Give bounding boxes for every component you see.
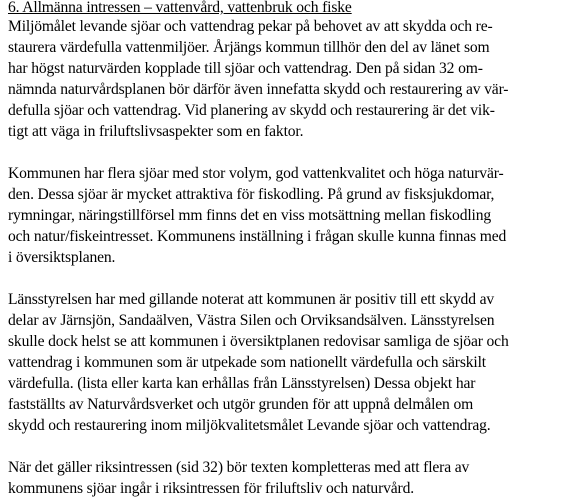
text-line: och natur/fiskeintresset. Kommunens inställning i frågan skulle kunna finnas med — [8, 228, 507, 245]
paragraph-2 — [8, 163, 570, 268]
paragraph-4 — [8, 457, 570, 499]
text-line: värdefulla. (lista eller karta kan erhållas från Länsstyrelsen) Dessa objekt har — [8, 375, 476, 392]
text-line: skulle dock helst se att kommunen i översiktplanen redovisar samliga de sjöar och — [8, 333, 509, 350]
paragraph-gap — [8, 142, 570, 163]
text-line: vattendrag i kommunen som är utpekade som nationellt värdefulla och särskilt — [8, 354, 486, 371]
paragraph-gap — [8, 436, 570, 457]
paragraph-gap — [8, 268, 570, 289]
section-heading: 6. Allmänna intressen – vattenvård, vattenbruk och fiske — [8, 0, 352, 16]
text-line: kommunens sjöar ingår i riksintressen för friluftsliv och naturvård. — [8, 480, 414, 497]
document-page — [8, 0, 570, 499]
text-line: Miljömålet levande sjöar och vattendrag pekar på behovet av att skydda och re- — [8, 18, 493, 35]
text-line: den. Dessa sjöar är mycket attraktiva för fiskodling. På grund av fisksjukdomar, — [8, 186, 495, 203]
text-line: delar av Järnsjön, Sandaälven, Västra Silen och Orviksandsälven. Länsstyrelsen — [8, 312, 495, 329]
text-line: När det gäller riksintressen (sid 32) bör texten kompletteras med att flera av — [8, 459, 470, 476]
text-line: nämnda naturvårdsplanen bör därför även innefatta skydd och restaurering av vär- — [8, 81, 509, 98]
text-line: skydd och restaurering inom miljökvalitetsmålet Levande sjöar och vattendrag. — [8, 417, 491, 434]
text-line: fastställts av Naturvårdsverket och utgör grunden för att uppnå delmålen om — [8, 396, 474, 413]
text-line: staurera värdefulla vattenmiljöer. Årjängs kommun tillhör den del av länet som — [8, 39, 490, 56]
text-line: rymningar, näringstillförsel mm finns det en viss motsättning mellan fiskodling — [8, 207, 492, 224]
text-line: i översiktsplanen. — [8, 249, 116, 266]
text-line: defulla sjöar och vattendrag. Vid planering av skydd och restaurering är det vik- — [8, 102, 495, 119]
text-line: tigt att väga in friluftslivsaspekter som en faktor. — [8, 123, 304, 140]
text-line: Länsstyrelsen har med gillande noterat att kommunen är positiv till ett skydd av — [8, 291, 495, 308]
paragraph-3 — [8, 289, 570, 436]
text-line: Kommunen har flera sjöar med stor volym, god vattenkvalitet och höga naturvär- — [8, 165, 504, 182]
paragraph-1 — [8, 16, 570, 142]
text-line: har högst naturvärden kopplade till sjöar och vattendrag. Den på sidan 32 om- — [8, 60, 483, 77]
